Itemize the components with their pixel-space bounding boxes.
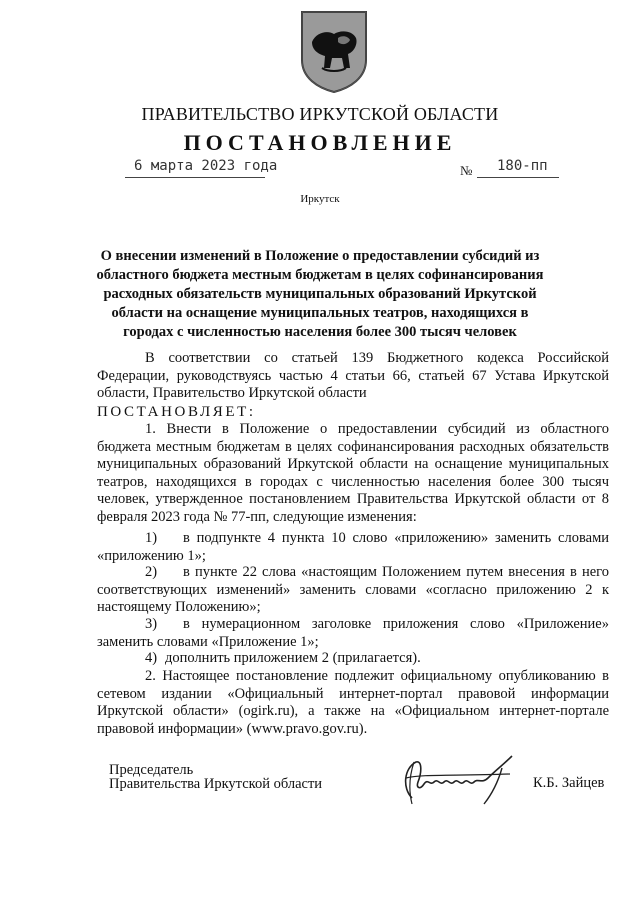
government-name: ПРАВИТЕЛЬСТВО ИРКУТСКОЙ ОБЛАСТИ (141, 104, 499, 124)
document-number: 180-пп (497, 158, 548, 174)
list-item-text: дополнить приложением 2 (прилагается). (165, 650, 421, 666)
handwritten-signature (392, 748, 530, 812)
list-item-number: 3) (145, 616, 158, 632)
number-sign: № (460, 163, 473, 178)
list-item-number: 2) (145, 564, 158, 580)
document-title: О внесении изменений в Положение о предоставлении субсидий из областного бюджета местным бюджетам в целях софинансирования расходных обязательств муниципальных образований Иркутской области на оснащение муниципальных театров, находящихся в городах с численностью населения более 300 тысяч человек (96, 248, 544, 340)
city-name: Иркутск (300, 193, 340, 205)
signer-position-line2: Правительства Иркутской области (109, 776, 323, 792)
list-item (97, 650, 609, 668)
list-item-text: в пункте 22 слова «настоящим Положением путем внесения в него соответствующих изменений» заменить словами «согласно приложению 2 к настоящему Положению»; (97, 564, 609, 616)
list-item-number: 1) (145, 530, 158, 546)
list-item (97, 530, 609, 565)
number-underline (477, 177, 559, 178)
paragraph-1: 1. Внести в Положение о предоставлении субсидий из областного бюджета местным бюджетам в целях софинансирования расходных обязательств муниципальных образований Иркутской области на оснащение муниципальных театров, находящихся в городах с численностью населения более 300 тысяч человек, утвержденное постановлением Правительства Иркутской области от 8 февраля 2023 года № 77-пп, следующие изменения: (97, 421, 609, 525)
intro-paragraph: В соответствии со статьей 139 Бюджетного кодекса Российской Федерации, руководствуясь частью 4 статьи 66, статьей 67 Устава Иркутской области, Правительство Иркутской области (97, 350, 609, 402)
paragraph-2: 2. Настоящее постановление подлежит официальному опубликованию в сетевом издании «Официальный интернет-портал правовой информации Иркутской области» (ogirk.ru), а также на «Официальном интернет-портале правовой информации» (www.pravo.gov.ru). (97, 668, 609, 737)
list-item (97, 616, 609, 651)
list-item-text: в подпункте 4 пункта 10 слово «приложению» заменить словами «приложению 1»; (97, 530, 609, 564)
signer-name: К.Б. Зайцев (533, 775, 605, 791)
document-type: ПОСТАНОВЛЕНИЕ (183, 130, 457, 155)
date-underline (125, 177, 265, 178)
signer-position-line1: Председатель (109, 762, 194, 778)
resolves-heading: ПОСТАНОВЛЯЕТ: (97, 404, 256, 420)
list-item (97, 564, 609, 617)
list-item-text: в нумерационном заголовке приложения слово «Приложение» заменить словами «Приложение 1»; (97, 616, 609, 650)
list-item-number: 4) (145, 650, 158, 666)
document-date: 6 марта 2023 года (134, 158, 278, 174)
coat-of-arms-emblem (298, 8, 370, 94)
